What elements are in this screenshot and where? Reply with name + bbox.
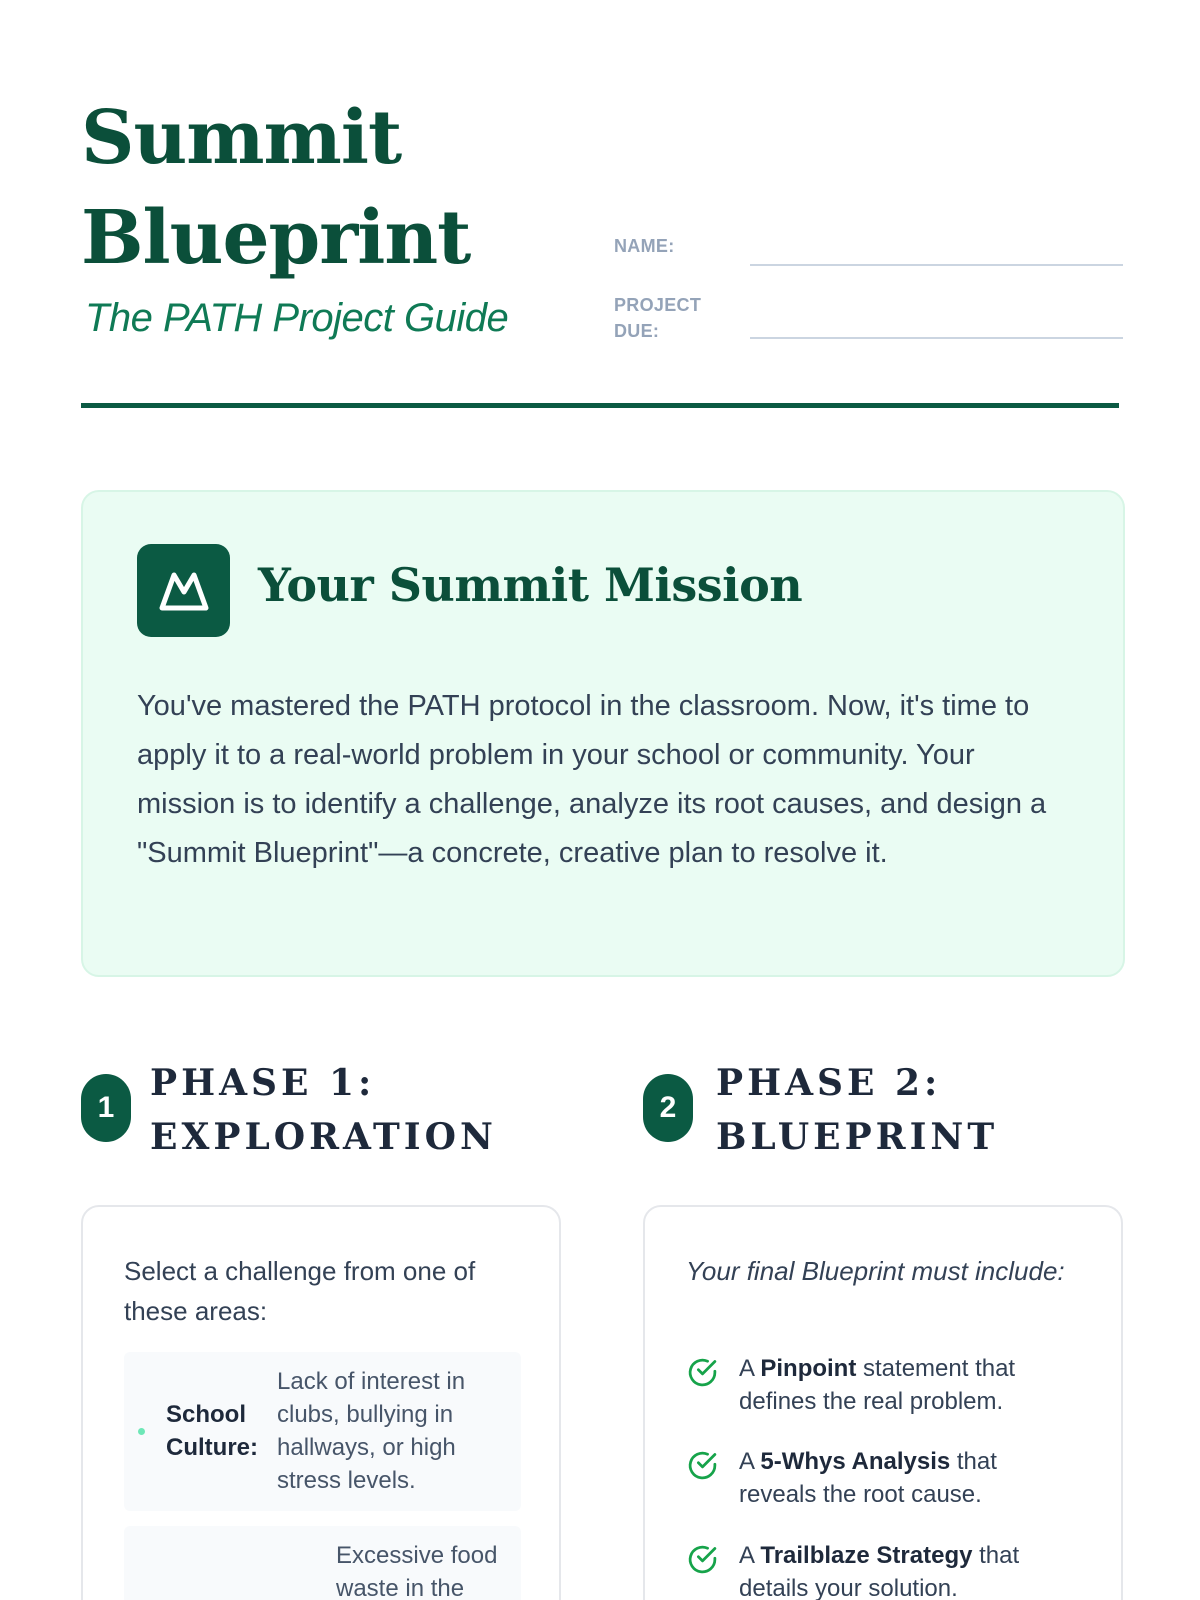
check-circle-icon — [686, 1543, 719, 1576]
title-line-2: Blueprint — [81, 195, 471, 281]
phase-2-badge: 2 — [643, 1074, 693, 1142]
phase-1-badge: 1 — [81, 1074, 131, 1142]
challenge-area-food-waste — [124, 1526, 521, 1600]
mission-card — [81, 490, 1125, 977]
check-circle-icon — [686, 1356, 719, 1389]
challenge-area-school-culture — [124, 1352, 521, 1511]
challenge-area-description: Excessive food waste in the — [336, 1542, 498, 1600]
phase-1-title — [150, 1056, 497, 1164]
mountain-icon — [137, 544, 230, 637]
mission-text: You've mastered the PATH protocol in the classroom. Now, it's time to apply it to a real-world problem in your school or community. Your mission is to identify a challenge, analyze its root causes, and design a "Summit Blueprint"—a concrete, creative plan to resolve it. — [137, 690, 1047, 869]
challenge-area-name: School Culture: — [166, 1401, 258, 1461]
phase-1-card — [81, 1205, 561, 1600]
mission-title: Your Summit Mission — [258, 558, 803, 612]
page-subtitle: The PATH Project Guide — [85, 296, 509, 340]
project-due-label — [614, 292, 701, 344]
phase-1-intro: Select a challenge from one of these areas: — [124, 1256, 476, 1326]
phase-2-intro: Your final Blueprint must include: — [686, 1256, 1065, 1286]
bullet-dot-icon — [138, 1428, 145, 1435]
phase-1-title-line-2: EXPLORATION — [150, 1116, 497, 1158]
name-label: NAME: — [614, 236, 675, 256]
name-field-line[interactable] — [750, 264, 1123, 266]
project-due-label-line-1: PROJECT — [614, 295, 702, 315]
page-header — [81, 0, 1119, 408]
requirement-text: A Trailblaze Strategy that details your solution. — [739, 1542, 1020, 1600]
phase-2-card — [643, 1205, 1123, 1600]
title-line-1: Summit — [81, 95, 402, 181]
challenge-area-description: Lack of interest in clubs, bullying in hallways, or high stress levels. — [277, 1368, 466, 1494]
phase-1-title-line-1: PHASE 1: — [150, 1062, 376, 1104]
project-due-field-line[interactable] — [750, 337, 1123, 339]
page-title — [81, 88, 470, 288]
check-circle-icon — [686, 1449, 719, 1482]
requirement-text: A 5-Whys Analysis that reveals the root cause. — [739, 1448, 997, 1508]
project-due-label-line-2: DUE: — [614, 321, 660, 341]
phase-2-title — [716, 1056, 998, 1164]
phase-2-title-line-2: BLUEPRINT — [716, 1116, 999, 1158]
phase-2-title-line-1: PHASE 2: — [716, 1062, 942, 1104]
requirement-text: A Pinpoint statement that defines the real problem. — [739, 1355, 1016, 1415]
